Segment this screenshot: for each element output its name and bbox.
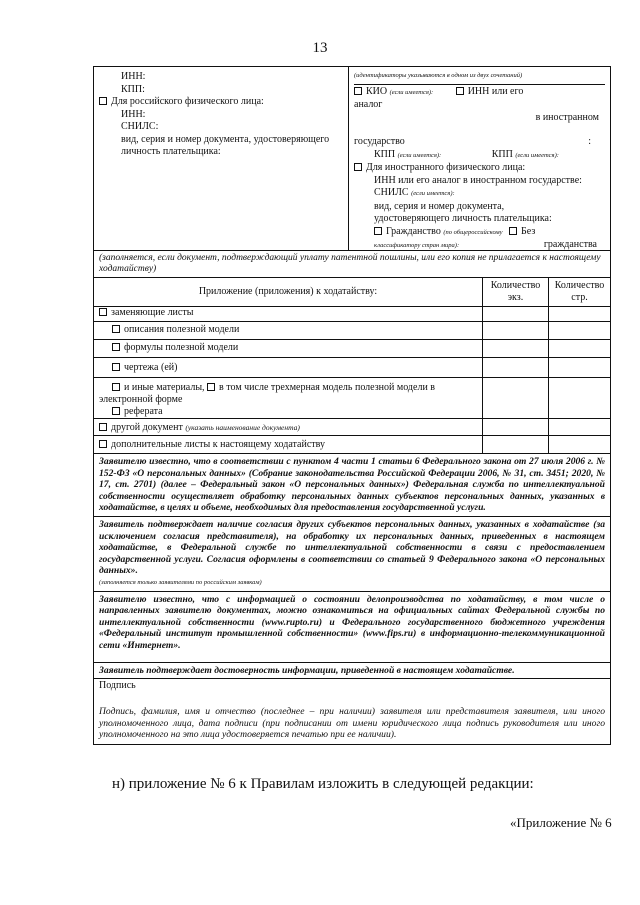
checkbox-icon[interactable] bbox=[99, 97, 107, 105]
identifiers-note: (идентификаторы указываются в одном из двух сочетаний) bbox=[354, 70, 605, 85]
identifiers-right bbox=[349, 67, 610, 250]
appendix-row: формулы полезной модели bbox=[94, 339, 610, 357]
doc-label: вид, серия и номер документа, удостоверяющего личность плательщика: bbox=[121, 133, 330, 157]
analog-line: аналог bbox=[354, 99, 383, 110]
fill-note: (заполняется, если документ, подтверждающий уплату патентной пошлины, или его копия не прилагается к настоящему ходатайству) bbox=[94, 250, 610, 277]
page-number: 13 bbox=[312, 40, 328, 56]
checkbox-icon[interactable] bbox=[456, 87, 464, 95]
snils-label: СНИЛС: bbox=[121, 121, 159, 132]
checkbox-icon[interactable] bbox=[99, 440, 107, 448]
signature-label: Подпись bbox=[94, 678, 610, 692]
appendix-header-row bbox=[94, 277, 610, 306]
inn-label: ИНН: bbox=[121, 71, 146, 82]
legal-info: Заявителю известно, что с информацией о состоянии делопроизводства по ходатайству, в том числе о направленных заявителю документах, можно ознакомиться на официальных сайтах Федеральной службы по интеллектуальной собственности (www.rupto.ru) и Федерального государственного бюджетного учреждения «Федеральный институт промышленной собственности» (www.fips.ru) в информационно-телекоммуникационной сети «Интернет». bbox=[94, 591, 610, 662]
foreign-person-option[interactable]: Для иностранного физического лица: bbox=[354, 162, 605, 175]
kio-inn-line: КИО (если имеется): ИНН или его bbox=[354, 86, 605, 100]
checkbox-icon[interactable] bbox=[112, 325, 120, 333]
appendix-row: чертежа (ей) bbox=[94, 357, 610, 377]
appendix-header: Приложение (приложения) к ходатайству: bbox=[94, 278, 483, 306]
snils-foreign-line: СНИЛС (если имеется): bbox=[374, 187, 455, 198]
checkbox-icon[interactable] bbox=[99, 423, 107, 431]
checkbox-icon[interactable] bbox=[112, 363, 120, 371]
rf-person-option[interactable]: Для российского физического лица: bbox=[99, 96, 343, 109]
checkbox-icon[interactable] bbox=[112, 407, 120, 415]
amendment-text: н) приложение № 6 к Правилам изложить в следующей редакции: bbox=[112, 776, 534, 792]
checkbox-icon[interactable] bbox=[207, 383, 215, 391]
legal-consent-1: Заявителю известно, что в соответствии с пунктом 4 части 1 статьи 6 Федерального закона от 27 июля 2006 г. № 152-ФЗ «О персональных данных» (Собрание законодательства Российской Федерации 2006, № 31, ст. 3451; 2020, № 17, ст. 2701) (далее – Федеральный закон «О персональных данных») Федеральная служба по интеллектуальной собственности осуществляет обработку персональных данных субъектов персональных данных, указанных в ходатайстве, в целях и объеме, необходимых для предоставления государственной услуги. bbox=[94, 453, 610, 516]
state-line: государство : bbox=[354, 136, 591, 147]
doc-foreign-line1: вид, серия и номер документа, bbox=[374, 200, 505, 212]
doc-foreign-line2: удостоверяющего личность плательщика: bbox=[374, 213, 552, 224]
appendix-row: описания полезной модели bbox=[94, 321, 610, 339]
appendix-heading: «Приложение № 6 bbox=[510, 815, 612, 830]
checkbox-icon[interactable] bbox=[354, 87, 362, 95]
qty-copies-header: Количество экз. bbox=[483, 278, 549, 306]
checkbox-icon[interactable] bbox=[112, 343, 120, 351]
inn-foreign-line: ИНН или его аналог в иностранном государстве: bbox=[374, 174, 582, 186]
identifiers-left bbox=[94, 67, 349, 250]
checkbox-icon[interactable] bbox=[509, 227, 517, 235]
inn-person-label: ИНН: bbox=[121, 108, 146, 120]
checkbox-icon[interactable] bbox=[374, 227, 382, 235]
checkbox-icon[interactable] bbox=[99, 308, 107, 316]
appendix-row: другой документ (указать наименование документа) bbox=[94, 418, 610, 435]
qty-pages-header: Количество стр. bbox=[554, 280, 605, 303]
kpp-line: КПП (если имеется): КПП (если имеется): bbox=[374, 148, 559, 160]
checkbox-icon[interactable] bbox=[354, 163, 362, 171]
classifier-line: классификатору стран мира): гражданства bbox=[374, 239, 597, 250]
legal-confirm: Заявитель подтверждает достоверность информации, приведенной в настоящем ходатайстве. bbox=[94, 662, 610, 679]
citizenship-line: Гражданство (по общероссийскому Без bbox=[354, 226, 605, 240]
kpp-label: КПП: bbox=[121, 83, 145, 95]
identifiers-row bbox=[94, 67, 610, 250]
petition-form bbox=[93, 66, 611, 745]
checkbox-icon[interactable] bbox=[112, 383, 120, 391]
legal-consent-2: Заявитель подтверждает наличие согласия других субъектов персональных данных, указанных в ходатайстве (за исключением согласия представителя), на обработку их персональных данных, приведенных в настоящем ходатайстве, в Федеральной службе по интеллектуальной собственности в связи с предоставлением государственной услуги. Согласия оформлены в соответствии со статьей 9 Федерального закона «О персональных данных». (заполняется только заявителями по российским заявкам) bbox=[94, 516, 610, 591]
appendix-row: заменяющие листы bbox=[94, 306, 610, 321]
appendix-row: и иные материалы, в том числе трехмерная модель полезной модели в электронной форме реферата bbox=[94, 377, 610, 418]
appendix-row: дополнительные листы к настоящему ходатайству bbox=[94, 435, 610, 453]
in-foreign-line: в иностранном bbox=[535, 111, 599, 123]
signature-note: Подпись, фамилия, имя и отчество (последнее – при наличии) заявителя или представителя заявителя, или иного уполномоченного лица, дата подписи (при подписании от имени юридического лица подпись руководителя или иного уполномоченного на это лица удостоверяется печатью при ее наличии). bbox=[99, 706, 605, 741]
